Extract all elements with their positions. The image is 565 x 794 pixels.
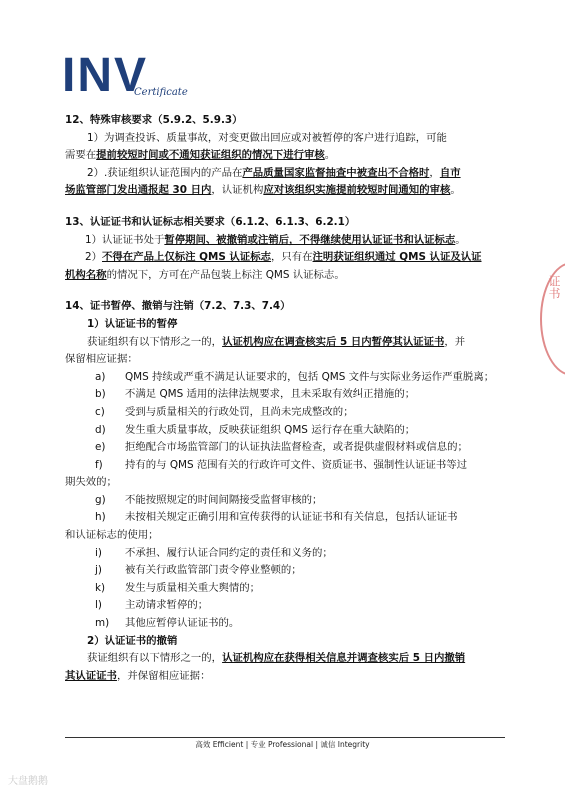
section-13-title: 13、认证证书和认证标志相关要求（6.1.2、6.1.3、6.2.1） <box>65 215 356 228</box>
section-14-title: 14、证书暂停、撤销与注销（7.2、7.3、7.4） <box>65 300 291 313</box>
list-marker: k) <box>95 581 106 594</box>
list-item <box>65 545 508 563</box>
list-marker: i) <box>95 546 102 559</box>
list-marker: b) <box>95 388 106 401</box>
document-body <box>65 106 508 685</box>
list-item <box>65 422 508 440</box>
list-item <box>65 404 508 422</box>
s12-para1-line1: 1）为调查投诉、质量事故，对变更做出回应或对被暂停的客户进行追踪，可能 <box>87 131 447 144</box>
list-item <box>65 615 508 633</box>
list-marker: a) <box>95 370 106 383</box>
s14-intro1-line2: 保留相应证据： <box>65 353 138 366</box>
list-marker: l) <box>95 599 102 612</box>
list-text: 发生与质量相关重大舆情的； <box>125 581 261 594</box>
list-item-continuation: 期失效的； <box>65 476 117 489</box>
s12-para2-line2: 场监管部门发出通报起 30 日内，认证机构应对该组织实施提前较短时间通知的审核。 <box>65 184 461 197</box>
s12-para1-line2: 需要在提前较短时间或不通知获证组织的情况下进行审核。 <box>65 149 336 162</box>
list-item <box>65 562 508 580</box>
list-item <box>65 369 508 387</box>
s14-sub1-title: 1）认证证书的暂停 <box>87 317 178 330</box>
list-item <box>65 386 508 404</box>
list-marker: f) <box>95 458 103 471</box>
s14-intro1-line1: 获证组织有以下情形之一的，认证机构应在调查核实后 5 日内暂停其认证证书，并 <box>87 335 466 348</box>
list-marker: c) <box>95 405 105 418</box>
list-marker: e) <box>95 441 106 454</box>
watermark: 大盘鹅鹅 <box>8 776 48 787</box>
s14-sub2-title: 2）认证证书的撤销 <box>87 634 178 647</box>
s13-item2-line1: 2）不得在产品上仅标注 QMS 认证标志，只有在注明获证组织通过 QMS 认证及认证 <box>85 251 482 264</box>
list-text: 不能按照规定的时间间隔接受监督审核的； <box>125 493 323 506</box>
s14-intro2-line2: 其认证证书，并保留相应证据： <box>65 669 211 682</box>
list-text: 受到与质量相关的行政处罚，且尚未完成整改的； <box>125 405 354 418</box>
s13-item2-line2: 机构名称的情况下，方可在产品包装上标注 QMS 认证标志。 <box>65 268 345 281</box>
list-text: 被有关行政监管部门责令停业整顿的； <box>125 564 302 577</box>
footer-slogan: 高效 Efficient | 专业 Professional | 诚信 Integrity <box>195 740 370 749</box>
s12-para2-line1: 2）.获证组织认证范围内的产品在产品质量国家监督抽查中被查出不合格时，自市 <box>87 166 461 179</box>
list-item <box>65 457 508 475</box>
list-text: 未按相关规定正确引用和宣传获得的认证证书和有关信息，包括认证证书 <box>125 511 458 524</box>
list-text: 发生重大质量事故，反映获证组织 QMS 运行存在重大缺陷的； <box>125 423 416 436</box>
stamp-text: 证书 <box>547 275 561 299</box>
s13-item1: 1）认证证书处于暂停期间、被撤销或注销后，不得继续使用认证证书和认证标志。 <box>85 233 466 246</box>
list-item <box>65 580 508 598</box>
list-item <box>65 492 508 510</box>
list-marker: h) <box>95 511 106 524</box>
list-text: 持有的与 QMS 范围有关的行政许可文件、资质证书、强制性认证证书等过 <box>125 458 468 471</box>
logo-script: Certificate <box>134 87 188 98</box>
list-marker: d) <box>95 423 106 436</box>
list-text: 其他应暂停认证证书的。 <box>125 617 240 630</box>
suspension-list <box>65 369 508 633</box>
list-text: 不承担、履行认证合同约定的责任和义务的； <box>125 546 333 559</box>
section-12-title: 12、特殊审核要求（5.9.2、5.9.3） <box>65 114 243 126</box>
list-item <box>65 509 508 527</box>
list-text: 主动请求暂停的； <box>125 599 209 612</box>
list-item <box>65 439 508 457</box>
list-text: 不满足 QMS 适用的法律法规要求，且未采取有效纠正措施的； <box>125 388 416 401</box>
logo-wordmark: INV <box>62 49 149 102</box>
company-logo <box>62 47 190 105</box>
list-text: 拒绝配合市场监管部门的认证执法监督检查，或者提供虚假材料或信息的； <box>125 441 468 454</box>
list-marker: j) <box>95 564 102 577</box>
list-item-continuation: 和认证标志的使用； <box>65 529 159 542</box>
footer-divider <box>65 737 505 738</box>
list-item <box>65 597 508 615</box>
list-marker: m) <box>95 617 110 630</box>
list-text: QMS 持续或严重不满足认证要求的，包括 QMS 文件与实际业务运作严重脱离； <box>125 370 495 383</box>
list-marker: g) <box>95 493 106 506</box>
s14-intro2-line1: 获证组织有以下情形之一的，认证机构应在获得相关信息并调查核实后 5 日内撤销 <box>87 652 466 665</box>
